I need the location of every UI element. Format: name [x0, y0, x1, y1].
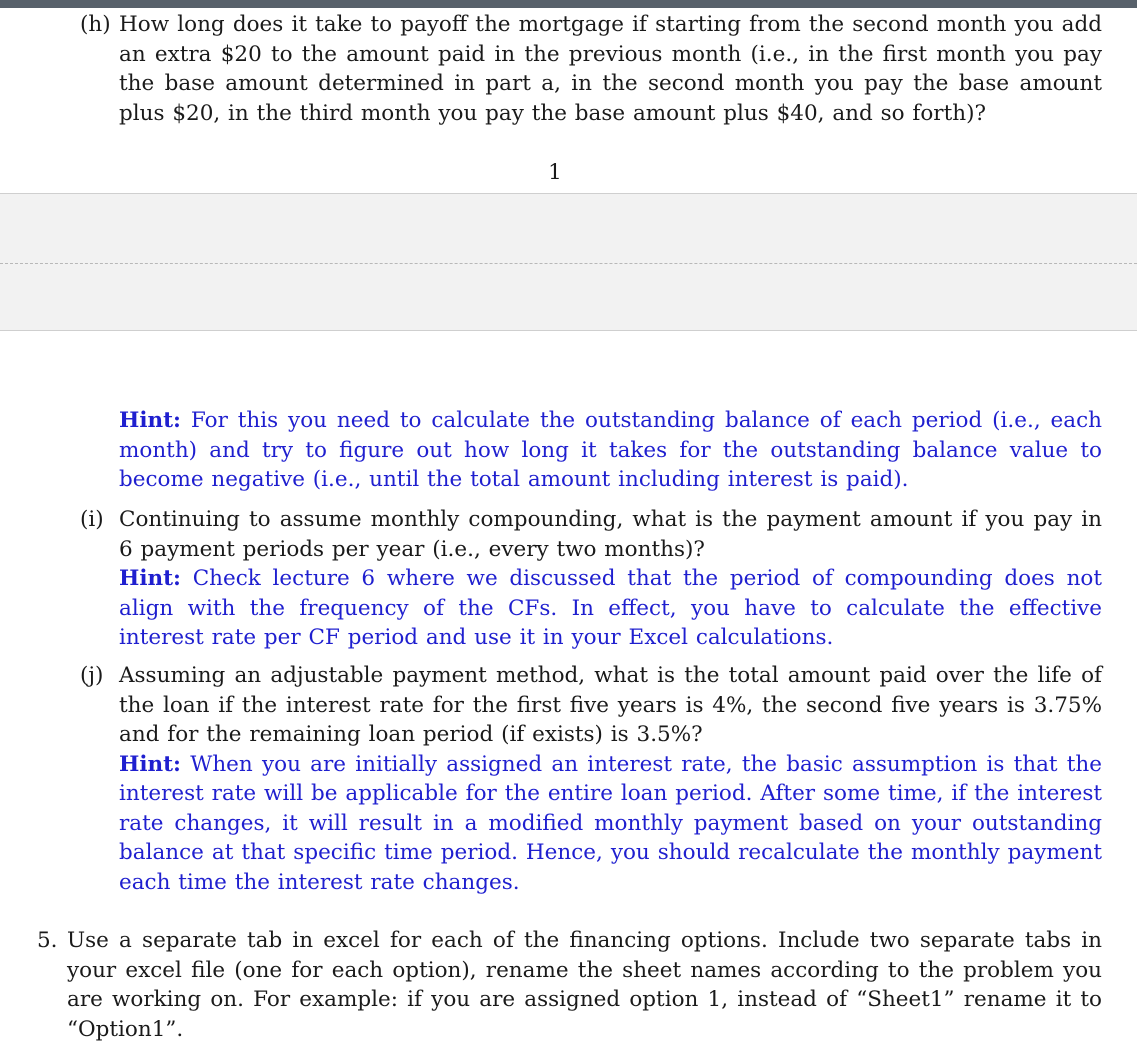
hint-j [119, 750, 1102, 898]
question-i [80, 505, 1102, 653]
question-h-label: (h) [80, 12, 111, 37]
hint-h [80, 406, 1102, 495]
question-i-text: Continuing to assume monthly compounding, what is the payment amount if you pay in 6 payment periods per year (i.e., every two months)? [119, 507, 1102, 562]
hint-j-text: When you are initially assigned an interest rate, the basic assumption is that the interest rate will be applicable for the entire loan period. After some time, if the interest rate changes, it will result in a modified monthly payment based on your outstanding balance at that specific time period. Hence, you should recalculate the monthly payment each time the interest rate changes. [119, 751, 1102, 895]
hint-i-bold: Hint: [119, 566, 181, 591]
page-top-edge [0, 0, 1137, 8]
hint-h-bold: Hint: [119, 408, 181, 433]
hint-j-bold: Hint: [119, 751, 181, 777]
hint-i-text: Check lecture 6 where we discussed that the period of compounding does not align with the frequency of the CFs. In effect, you have to calculate the effective interest rate per CF period and use it in your Excel calculations. [119, 566, 1102, 650]
hint-h-text: For this you need to calculate the outstanding balance of each period (i.e., each month) and try to figure out how long it takes for the outstanding balance value to become negative (i.e., until the total amount including interest is paid). [119, 408, 1102, 492]
question-j-text: Assuming an adjustable payment method, what is the total amount paid over the life of the loan if the interest rate for the first five years is 4%, the second five years is 3.75% and for the remaining loan period (if exists) is 3.5%? [119, 663, 1102, 747]
question-h-text: How long does it take to payoff the mortgage if starting from the second month you add an extra $20 to the amount paid in the previous month (i.e., in the first month you pay the base amount determined in part a, in the second month you pay the base amount plus $20, in the third month you pay the base amount plus $40, and so forth)? [119, 12, 1102, 126]
question-h [80, 10, 1102, 128]
hint-i [119, 564, 1102, 653]
page-break-gap [0, 193, 1137, 331]
page-number: 1 [548, 160, 562, 185]
question-5-text: Use a separate tab in excel for each of the financing options. Include two separate tabs in your excel file (one for each option), rename the sheet names according to the problem you are working on. For example: if you are assigned option 1, instead of “Sheet1” rename it to “Option1”. [67, 928, 1102, 1042]
question-i-label: (i) [80, 507, 104, 532]
question-j-label: (j) [80, 663, 104, 688]
question-5 [37, 926, 1102, 1044]
question-5-label: 5. [37, 928, 58, 953]
question-j [80, 661, 1102, 897]
page-break-divider [0, 263, 1137, 264]
